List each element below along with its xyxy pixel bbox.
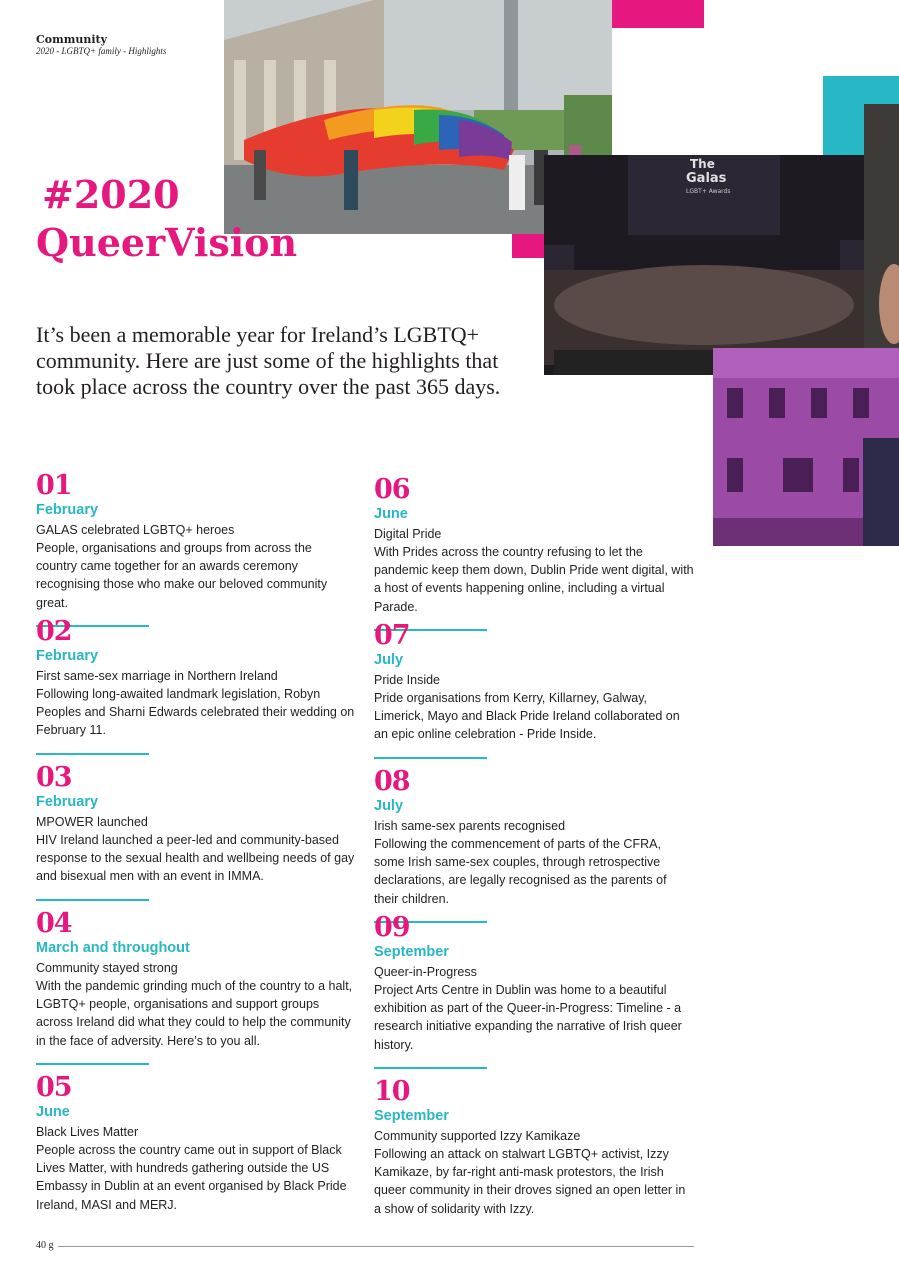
title-queervision: QueerVision — [36, 220, 298, 265]
entry-heading: MPOWER launched — [36, 815, 148, 829]
entry-month: July — [374, 798, 404, 814]
entry-02 — [36, 618, 356, 755]
entry-01 — [36, 472, 356, 627]
entry-month: September — [374, 944, 449, 960]
entry-number: 03 — [36, 762, 72, 793]
entry-divider — [374, 757, 487, 759]
entry-month: February — [36, 502, 99, 518]
pink-block-top — [612, 0, 704, 28]
entry-number: 02 — [36, 616, 72, 647]
entry-number: 06 — [374, 474, 410, 505]
entry-number: 10 — [374, 1076, 410, 1107]
entry-divider — [36, 899, 149, 901]
entry-09 — [374, 914, 694, 1069]
galas-screen-text-2: Galas — [686, 171, 727, 186]
title-hashtag: #2020 — [42, 172, 180, 217]
entry-divider — [36, 753, 149, 755]
entry-number: 01 — [36, 470, 72, 501]
pink-block-mid — [512, 234, 544, 258]
entry-divider — [36, 1063, 149, 1065]
entry-month: March and throughout — [36, 940, 190, 956]
entry-heading: Community stayed strong — [36, 961, 178, 975]
entry-month: February — [36, 648, 99, 664]
entry-heading: Queer-in-Progress — [374, 965, 477, 979]
entry-heading: Pride Inside — [374, 673, 441, 687]
entry-06 — [374, 476, 694, 631]
entry-body: With the pandemic grinding much of the country to a halt, LGBTQ+ people, organisations and support groups across Ireland did what they could to help the community in the face of adversity. Here’s to you all. — [36, 979, 353, 1048]
page-number: 40 g — [36, 1240, 54, 1251]
entry-heading: Digital Pride — [374, 527, 442, 541]
entry-heading: First same-sex marriage in Northern Ireland — [36, 669, 278, 683]
photo-galas-awards — [544, 155, 864, 375]
entry-body: Project Arts Centre in Dublin was home to a beautiful exhibition as part of the Queer-in-Progress: Timeline - a research initiative expanding the narrative of Irish queer history. — [374, 983, 682, 1052]
entry-04 — [36, 910, 356, 1065]
entry-body: Following the commencement of parts of the CFRA, some Irish same-sex couples, through retrospective declarations, are legally recognised as the parents of their children. — [374, 837, 667, 906]
entry-month: June — [374, 506, 408, 522]
entry-10 — [374, 1078, 694, 1218]
entry-body: People across the country came out in support of Black Lives Matter, with hundreds gathering outside the US Embassy in Dublin at an event organised by Black Pride Ireland, MASI and MERJ. — [36, 1143, 347, 1212]
intro-paragraph: It’s been a memorable year for Ireland’s LGBTQ+ community. Here are just some of the highlights that took place across the country over the past 365 days. — [36, 322, 501, 399]
entry-body: Pride organisations from Kerry, Killarney, Galway, Limerick, Mayo and Black Pride Ireland collaborated on an epic online celebration - Pride Inside. — [374, 691, 680, 742]
entry-07 — [374, 622, 694, 759]
entry-month: July — [374, 652, 404, 668]
section-subtitle: 2020 - LGBTQ+ family - Highlights — [36, 46, 167, 56]
entry-body: With Prides across the country refusing to let the pandemic keep them down, Dublin Pride went digital, with a host of events happening online, including a virtual Parade. — [374, 545, 694, 614]
entry-heading: Black Lives Matter — [36, 1125, 139, 1139]
entry-divider — [374, 1067, 487, 1069]
galas-screen-text-3: LGBT+ Awards — [686, 188, 731, 195]
entry-number: 05 — [36, 1072, 72, 1103]
galas-screen-text-1: The — [690, 157, 715, 171]
entry-heading: GALAS celebrated LGBTQ+ heroes — [36, 523, 235, 537]
section-label: Community — [36, 33, 108, 46]
entry-body: HIV Ireland launched a peer-led and community-based response to the sexual health and wellbeing needs of gay and bisexual men with an event in IMMA. — [36, 833, 355, 884]
entry-month: June — [36, 1104, 70, 1120]
photo-portrait-edge — [864, 104, 899, 354]
photo-purple-building — [713, 348, 899, 546]
entry-heading: Community supported Izzy Kamikaze — [374, 1129, 581, 1143]
entry-number: 09 — [374, 912, 410, 943]
entry-month: September — [374, 1108, 449, 1124]
entry-number: 04 — [36, 908, 72, 939]
entry-heading: Irish same-sex parents recognised — [374, 819, 566, 833]
entry-month: February — [36, 794, 99, 810]
entry-03 — [36, 764, 356, 901]
entry-05 — [36, 1074, 356, 1214]
entry-body: People, organisations and groups from across the country came together for an awards ceremony recognising those who make our beloved community great. — [36, 541, 328, 610]
entry-number: 08 — [374, 766, 410, 797]
entry-number: 07 — [374, 620, 410, 651]
footer-rule — [58, 1246, 694, 1247]
entry-body: Following long-awaited landmark legislation, Robyn Peoples and Sharni Edwards celebrated their wedding on February 11. — [36, 687, 355, 738]
entry-body: Following an attack on stalwart LGBTQ+ activist, Izzy Kamikaze, by far-right anti-mask protestors, the Irish queer community in their droves signed an open letter in a show of solidarity with Izzy. — [374, 1147, 686, 1216]
entry-08 — [374, 768, 694, 923]
